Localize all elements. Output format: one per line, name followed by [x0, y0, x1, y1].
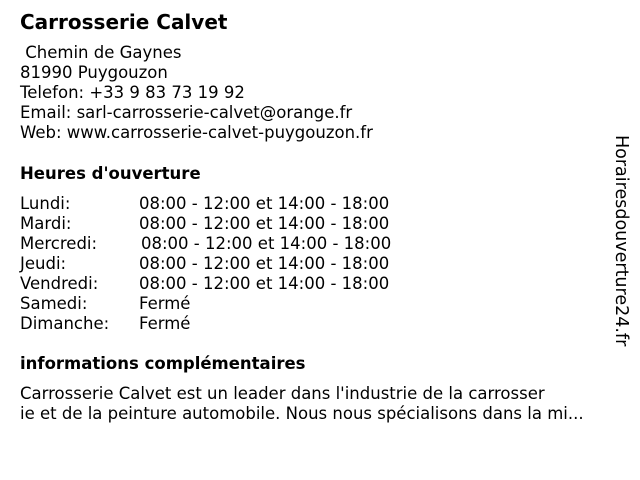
web-line: Web: www.carrosserie-calvet-puygouzon.fr [20, 123, 373, 142]
address-city: 81990 Puygouzon [20, 63, 168, 82]
hours-heading: Heures d'ouverture [20, 164, 201, 183]
info-text-line: ie et de la peinture automobile. Nous nous spécialisons dans la mi... [20, 404, 584, 423]
day-hours: Fermé [139, 314, 191, 333]
day-label: Lundi: [20, 194, 71, 213]
day-label: Dimanche: [20, 314, 110, 333]
info-heading: informations complémentaires [20, 354, 306, 373]
day-hours: 08:00 - 12:00 et 14:00 - 18:00 [139, 254, 390, 273]
day-hours: Fermé [139, 294, 191, 313]
info-description [20, 384, 620, 424]
day-label: Mercredi: [20, 234, 98, 253]
day-hours: 08:00 - 12:00 et 14:00 - 18:00 [141, 234, 392, 253]
contact-block [20, 43, 373, 143]
day-hours: 08:00 - 12:00 et 14:00 - 18:00 [139, 194, 390, 213]
day-hours: 08:00 - 12:00 et 14:00 - 18:00 [139, 214, 390, 233]
day-label: Mardi: [20, 214, 72, 233]
day-label: Vendredi: [20, 274, 99, 293]
site-watermark: Horairesdouverture24.fr [611, 135, 631, 347]
phone-line: Telefon: +33 9 83 73 19 92 [20, 83, 245, 102]
info-text-line: Carrosserie Calvet est un leader dans l'industrie de la carrosser [20, 384, 545, 403]
address-street: Chemin de Gaynes [20, 43, 182, 62]
day-label: Jeudi: [20, 254, 67, 273]
day-hours: 08:00 - 12:00 et 14:00 - 18:00 [139, 274, 390, 293]
day-label: Samedi: [20, 294, 88, 313]
business-name: Carrosserie Calvet [20, 10, 228, 34]
email-line: Email: sarl-carrosserie-calvet@orange.fr [20, 103, 353, 122]
